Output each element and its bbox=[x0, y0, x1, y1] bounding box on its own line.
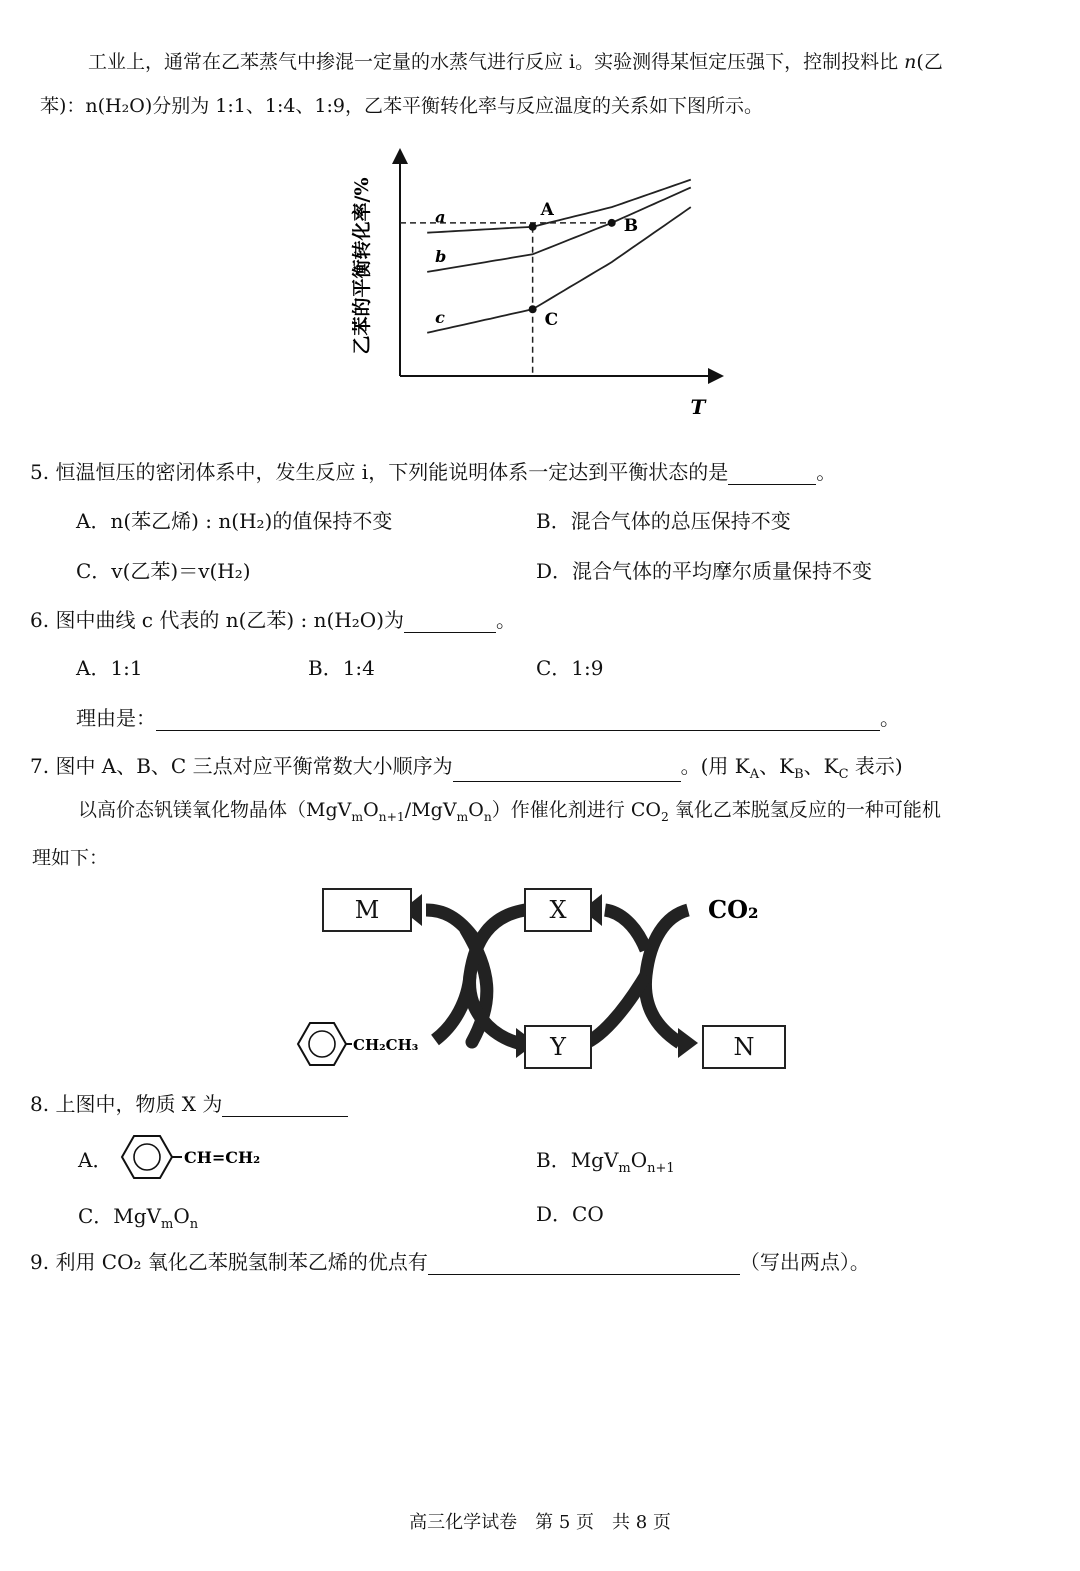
q6-reason: 理由是： 。 bbox=[76, 706, 900, 730]
q5-option-b: B．混合气体的总压保持不变 bbox=[536, 509, 791, 533]
q8-option-a-label: A． bbox=[78, 1148, 113, 1172]
q5-answer-blank[interactable] bbox=[728, 462, 816, 485]
q5-stem: 5. 恒温恒压的密闭体系中，发生反应 i，下列能说明体系一定达到平衡状态的是 。 bbox=[30, 460, 837, 484]
q6-option-b: B．1:4 bbox=[308, 656, 375, 680]
curve-a bbox=[427, 180, 691, 233]
curve-c bbox=[427, 207, 691, 333]
page-footer: 高三化学试卷 第 5 页 共 8 页 bbox=[409, 1512, 671, 1533]
q6-stem: 6. 图中曲线 c 代表的 n(乙苯) : n(H₂O)为 。 bbox=[30, 608, 516, 632]
q8-answer-blank[interactable] bbox=[222, 1094, 348, 1117]
curve-label-a: a bbox=[435, 207, 446, 227]
substance-m-box: M bbox=[322, 888, 412, 932]
benzene-aromatic-circle bbox=[309, 1031, 335, 1057]
intro-line-1: 工业上，通常在乙苯蒸气中掺混一定量的水蒸气进行反应 i。实验测得某恒定压强下，控制投料比 n(乙 bbox=[88, 51, 943, 73]
arrowhead-to-n bbox=[678, 1028, 698, 1058]
benzene-ring bbox=[298, 1023, 346, 1065]
q8-option-a-structure bbox=[116, 1130, 276, 1184]
q7-stem: 7. 图中 A、B、C 三点对应平衡常数大小顺序为 。(用 $K_A$、$K_B$、$K_C$ 表示) bbox=[30, 754, 903, 782]
q7-answer-blank[interactable] bbox=[453, 759, 681, 782]
q8-option-c: C．$MgV_mO_n$ bbox=[78, 1204, 199, 1232]
arc-to-x-upper bbox=[605, 910, 646, 950]
q6-option-c: C．1:9 bbox=[536, 656, 604, 680]
substance-n-box: N bbox=[702, 1025, 786, 1069]
point-C bbox=[529, 305, 537, 313]
curve-label-c: c bbox=[435, 307, 445, 327]
styrene-aromatic-circle bbox=[134, 1144, 160, 1170]
ethyl-group-label: CH₂CH₃ bbox=[353, 1036, 419, 1054]
styrene-benzene-ring bbox=[122, 1136, 172, 1178]
q9-stem: 9. 利用 CO₂ 氧化乙苯脱氢制苯乙烯的优点有 （写出两点）。 bbox=[30, 1250, 870, 1274]
substance-x-box: X bbox=[524, 888, 592, 932]
intro-line-2: 苯)：n(H₂O)分别为 1:1、1:4、1:9，乙苯平衡转化率与反应温度的关系如下图所示。 bbox=[40, 95, 764, 117]
arc-to-m-upper bbox=[426, 910, 475, 940]
vinyl-group-label: CH=CH₂ bbox=[184, 1148, 261, 1167]
point-label-B: B bbox=[623, 215, 639, 236]
point-label-C: C bbox=[544, 310, 559, 331]
q6-answer-blank[interactable] bbox=[404, 610, 496, 633]
arc-ethylbenzene-in bbox=[435, 975, 470, 1040]
arc-co2-to-x bbox=[645, 910, 688, 1043]
q5-option-d: D．混合气体的平均摩尔质量保持不变 bbox=[536, 559, 873, 583]
q5-option-c: C．v(乙苯)＝v(H₂) bbox=[76, 559, 251, 583]
mechanism-intro-line-1: 以高价态钒镁氧化物晶体$(MgV_mO_{n+1}/MgV_mO_n)$作催化剂进行 $CO_2$ 氧化乙苯脱氢反应的一种可能机 bbox=[78, 799, 941, 824]
arc-x-to-y bbox=[470, 910, 525, 1043]
q5-option-a: A．n(苯乙烯) : n(H₂)的值保持不变 bbox=[76, 509, 393, 533]
point-B bbox=[608, 219, 616, 227]
q8-option-d: D．CO bbox=[536, 1202, 604, 1226]
q6-reason-blank[interactable] bbox=[156, 708, 880, 731]
curve-label-b: b bbox=[435, 246, 447, 266]
q8-stem: 8. 上图中，物质 X 为 bbox=[30, 1088, 348, 1117]
co2-label: CO₂ bbox=[708, 895, 759, 924]
y-axis-label: 乙苯的平衡转化率/% bbox=[351, 177, 373, 355]
conversion-chart bbox=[340, 140, 760, 430]
mechanism-intro-line-2: 理如下： bbox=[32, 847, 109, 869]
point-label-A: A bbox=[540, 199, 554, 220]
substance-y-box: Y bbox=[524, 1025, 592, 1069]
x-axis-label: T bbox=[690, 395, 706, 419]
q6-option-a: A．1:1 bbox=[76, 656, 143, 680]
q9-answer-blank[interactable] bbox=[428, 1252, 740, 1275]
point-A bbox=[529, 223, 537, 231]
q8-option-b: B．$MgV_mO_{n+1}$ bbox=[536, 1148, 675, 1176]
